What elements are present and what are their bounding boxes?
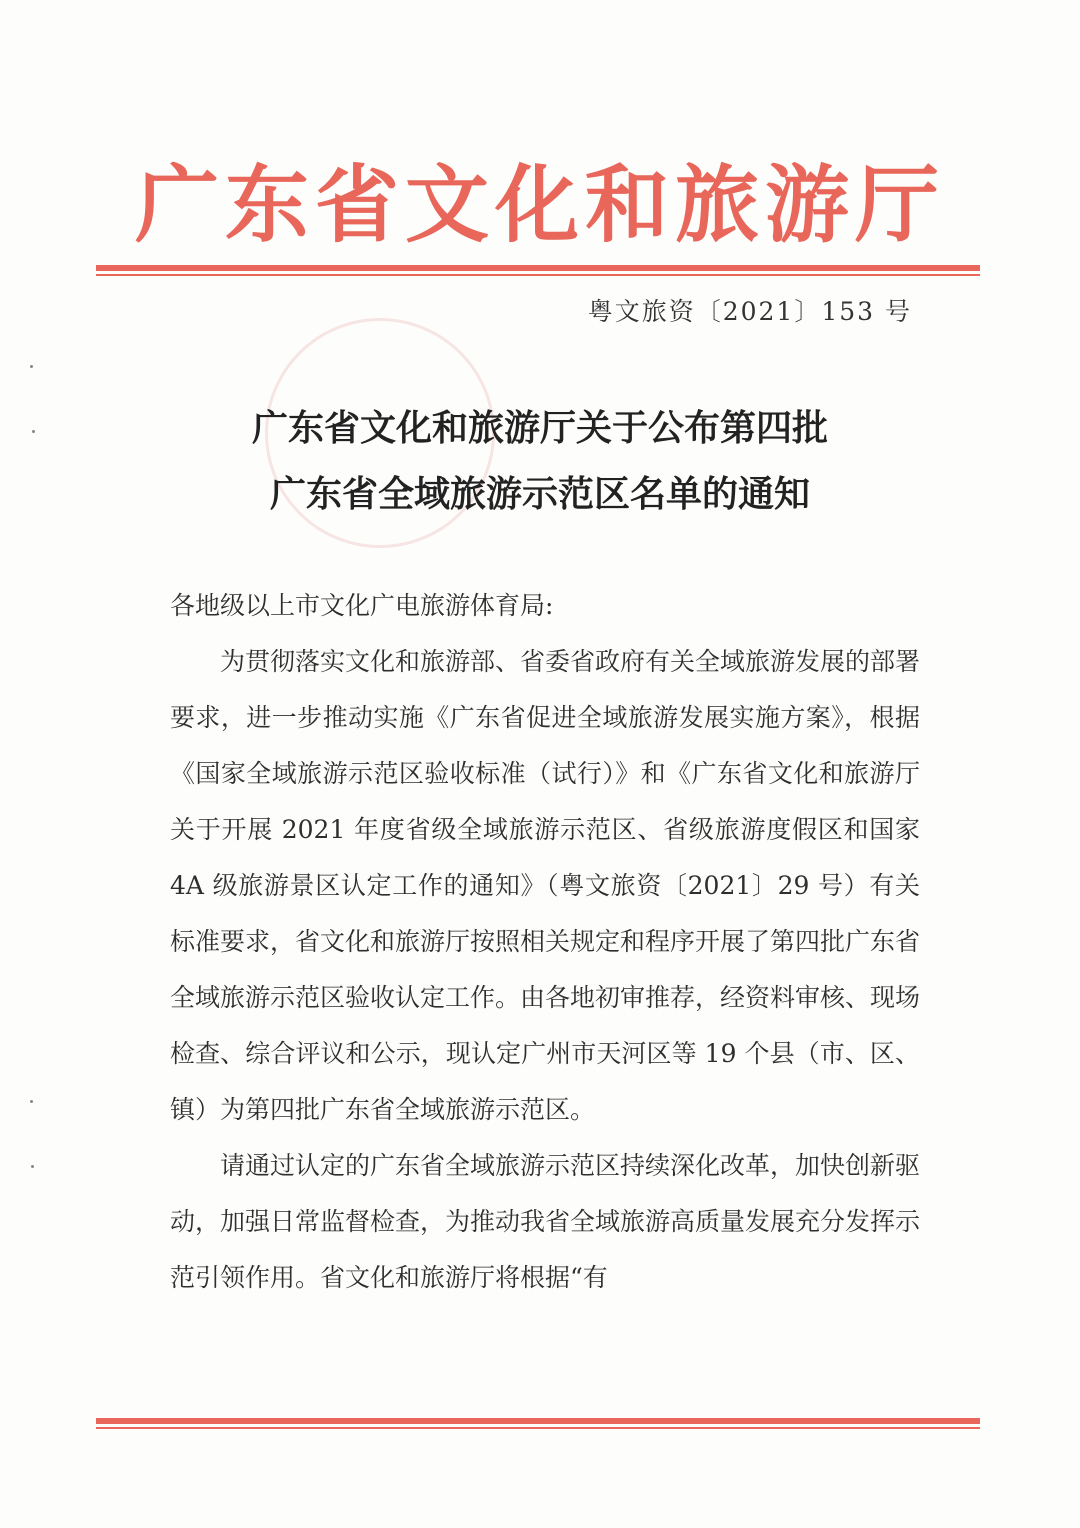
footer-divider (96, 1418, 980, 1429)
scan-speck (30, 365, 33, 368)
body-paragraph-1: 为贯彻落实文化和旅游部、省委省政府有关全域旅游发展的部署要求，进一步推动实施《广东省促进全域旅游发展实施方案》，根据《国家全域旅游示范区验收标准（试行）》和《广东省文化和旅游厅关于开展 2021 年度省级全域旅游示范区、省级旅游度假区和国家 4A 级旅游景区认定工作的通知》（粤文旅资〔2021〕29 号）有关标准要求，省文化和旅游厅按照相关规定和程序开展了第四批广东省全域旅游示范区验收认定工作。由各地初审推荐，经资料审核、现场检查、综合评议和公示，现认定广州市天河区等 19 个县（市、区、镇）为第四批广东省全域旅游示范区。 (170, 647, 921, 1124)
scan-speck (31, 1165, 34, 1168)
agency-letterhead-title: 广东省文化和旅游厅 (134, 155, 945, 254)
document-number: 粤文旅资〔2021〕153 号 (587, 297, 912, 326)
salutation: 各地级以上市文化广电旅游体育局: (170, 591, 554, 620)
notice-title-line-1: 广东省文化和旅游厅关于公布第四批 (251, 407, 828, 449)
document-body (170, 578, 920, 1306)
scan-speck (32, 430, 35, 433)
header-divider (96, 265, 980, 276)
body-paragraph-2: 请通过认定的广东省全域旅游示范区持续深化改革，加快创新驱动，加强日常监督检查，为推动我省全域旅游高质量发展充分发挥示范引领作用。省文化和旅游厅将根据“有 (170, 1151, 921, 1292)
notice-title-line-2: 广东省全域旅游示范区名单的通知 (269, 473, 810, 515)
scan-speck (30, 1100, 33, 1103)
